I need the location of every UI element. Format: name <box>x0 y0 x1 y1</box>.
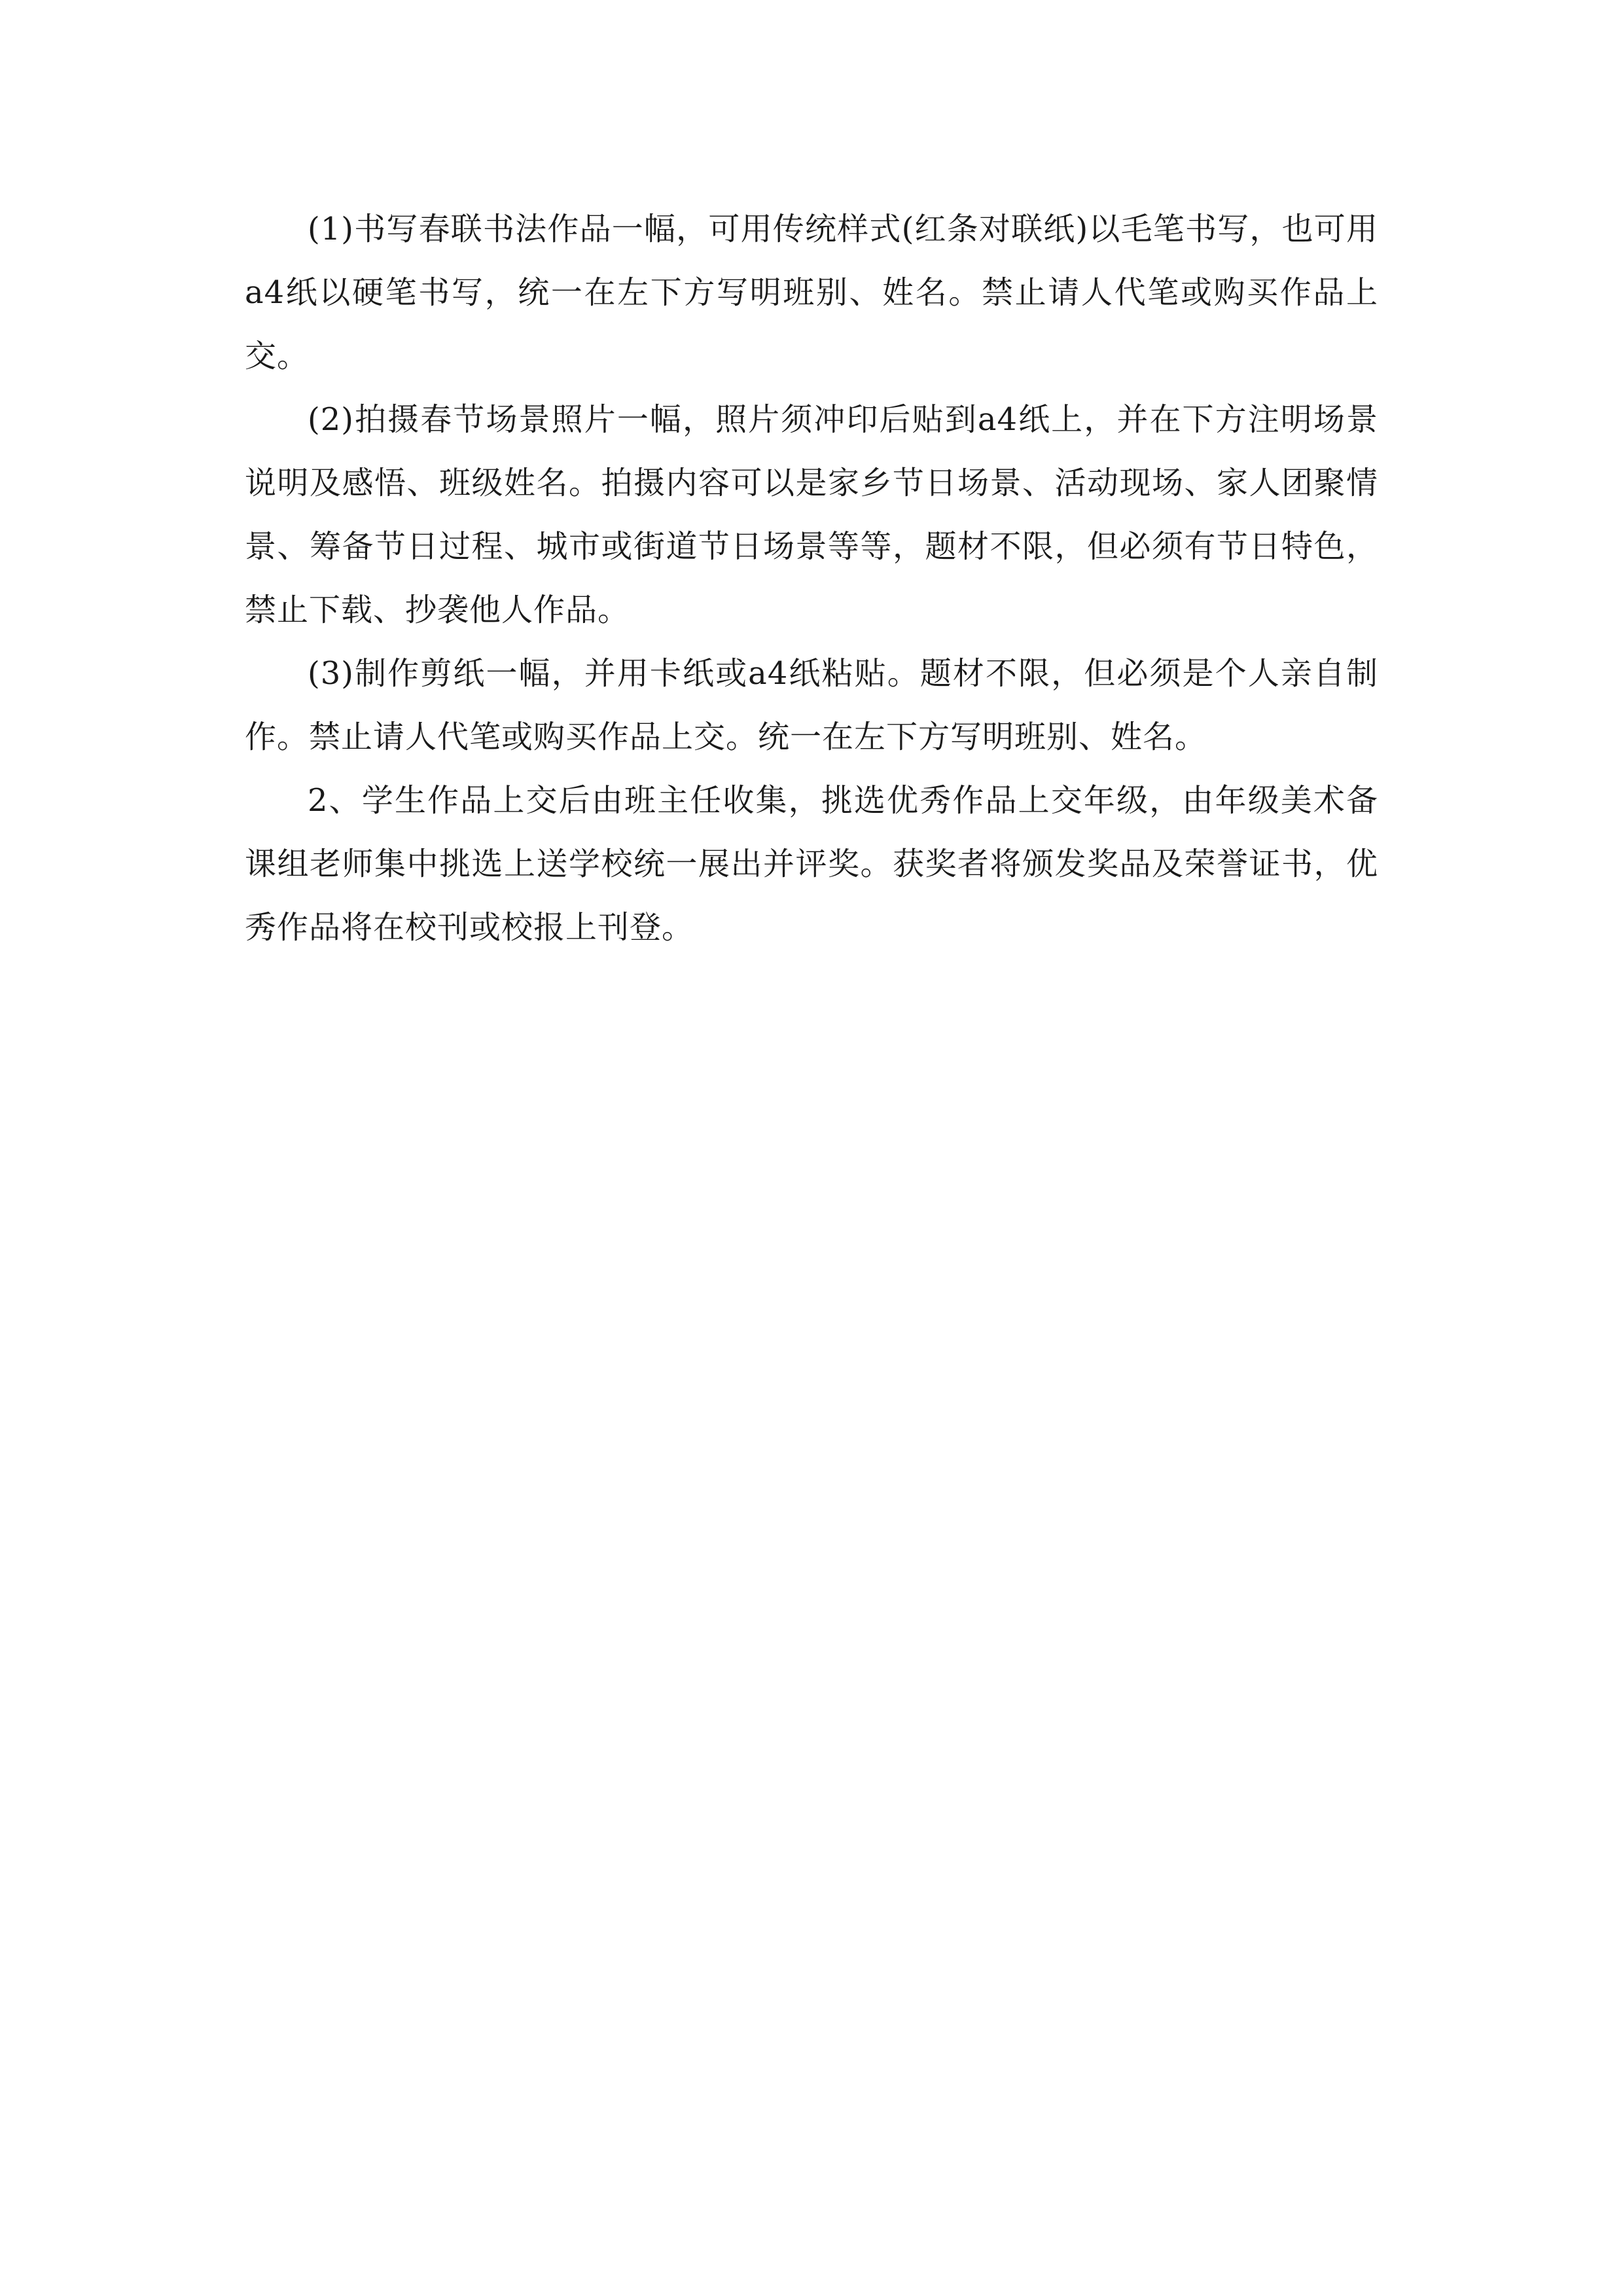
document-body <box>245 198 1378 960</box>
paragraph-item-3: (3)制作剪纸一幅，并用卡纸或a4纸粘贴。题材不限，但必须是个人亲自制作。禁止请人代笔或购买作品上交。统一在左下方写明班别、姓名。 <box>245 655 1378 755</box>
paragraph-item-1: (1)书写春联书法作品一幅，可用传统样式(红条对联纸)以毛笔书写，也可用a4纸以硬笔书写，统一在左下方写明班别、姓名。禁止请人代笔或购买作品上交。 <box>245 211 1378 374</box>
paragraph-item-4: 2、学生作品上交后由班主任收集，挑选优秀作品上交年级，由年级美术备课组老师集中挑选上送学校统一展出并评奖。获奖者将颁发奖品及荣誉证书，优秀作品将在校刊或校报上刊登。 <box>245 782 1378 946</box>
paragraph-item-2: (2)拍摄春节场景照片一幅，照片须冲印后贴到a4纸上，并在下方注明场景说明及感悟、班级姓名。拍摄内容可以是家乡节日场景、活动现场、家人团聚情景、筹备节日过程、城市或街道节日场景等等，题材不限，但必须有节日特色，禁止下载、抄袭他人作品。 <box>245 401 1378 628</box>
